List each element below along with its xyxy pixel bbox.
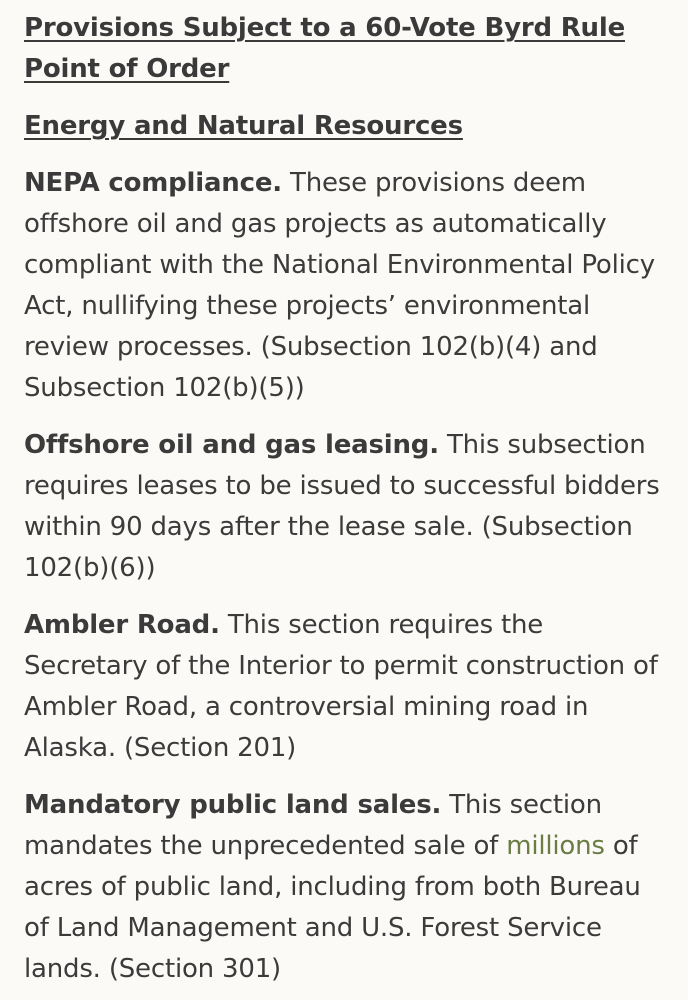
- provision-ambler-road: [24, 605, 664, 769]
- provision-nepa-compliance: [24, 163, 664, 409]
- provision-lead: Offshore oil and gas leasing.: [24, 430, 439, 460]
- provision-lead: Mandatory public land sales.: [24, 790, 442, 820]
- provision-offshore-leasing: [24, 425, 664, 589]
- page-title: Provisions Subject to a 60-Vote Byrd Rule Point of Order: [24, 13, 625, 84]
- millions-link[interactable]: millions: [506, 831, 605, 861]
- provision-lead: Ambler Road.: [24, 610, 220, 640]
- provision-text-before: This section mandates the unprecedented sale of: [24, 790, 602, 861]
- provision-public-land-sales: [24, 785, 664, 990]
- section-heading: Energy and Natural Resources: [24, 111, 463, 141]
- provision-text: These provisions deem offshore oil and gas projects as automatically compliant with the National Environmental Policy Act, nullifying these projects’ environmental review processes. (Subsection 102(b)(4) and Subsection 102(b)(5)): [24, 168, 655, 403]
- provision-text: This section requires the Secretary of the Interior to permit construction of Ambler Road, a controversial mining road in Alaska. (Section 201): [24, 610, 658, 763]
- provision-lead: NEPA compliance.: [24, 168, 282, 198]
- provision-text-after: of acres of public land, including from both Bureau of Land Management and U.S. Forest Service lands. (Section 301): [24, 831, 641, 984]
- provision-text: This subsection requires leases to be issued to successful bidders within 90 days after the lease sale. (Subsection 102(b)(6)): [24, 430, 660, 583]
